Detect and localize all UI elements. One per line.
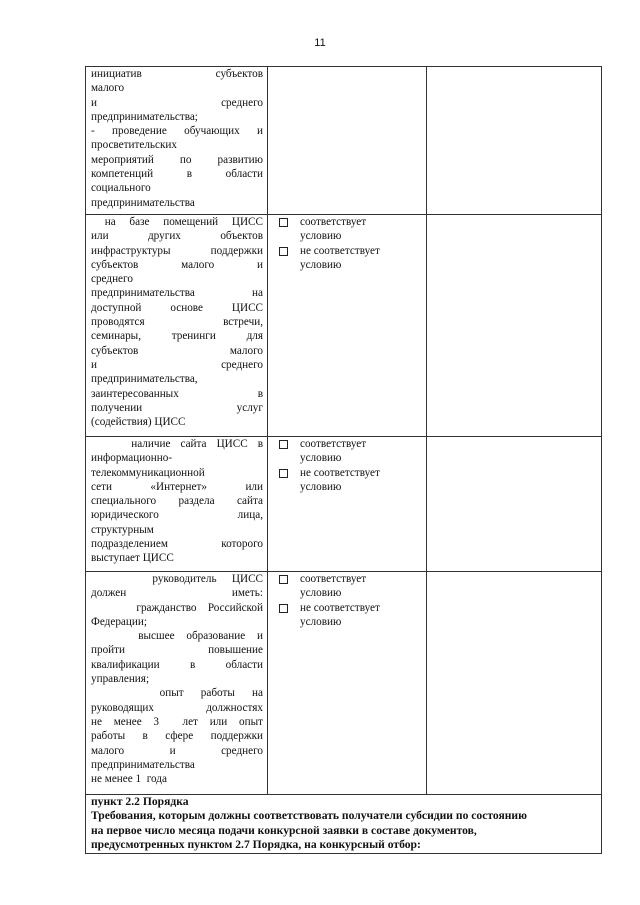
checkbox-icon[interactable] bbox=[279, 469, 288, 478]
checkbox-icon[interactable] bbox=[279, 440, 288, 449]
criterion-line: руководящих должностях bbox=[91, 701, 263, 714]
checkbox-icon[interactable] bbox=[279, 575, 288, 584]
criterion-line: предпринимательства; bbox=[91, 110, 198, 123]
criterion-line: опыт работы на bbox=[91, 687, 263, 700]
section-reference: пункт 2.2 Порядка bbox=[91, 795, 189, 808]
criterion-line: руководитель ЦИСС bbox=[91, 573, 263, 585]
criterion-line: предпринимательства bbox=[91, 758, 195, 771]
criterion-line: получении услуг bbox=[91, 401, 263, 414]
compliance-cell bbox=[268, 437, 427, 572]
criterion-line: пройти повышение bbox=[91, 644, 263, 657]
criterion-line: наличие сайта ЦИСС в bbox=[91, 438, 263, 450]
criterion-line: заинтересованных в bbox=[91, 387, 263, 400]
criterion-line: или других объектов bbox=[91, 230, 263, 243]
option-label: не соответствует условию bbox=[300, 466, 380, 493]
notes-cell bbox=[427, 215, 602, 437]
criterion-line: просветительских bbox=[91, 139, 177, 152]
criterion-line: среднего bbox=[91, 273, 133, 286]
criterion-line: инициатив субъектов bbox=[91, 68, 263, 80]
criterion-line: и среднего bbox=[91, 358, 263, 371]
checkbox-icon[interactable] bbox=[279, 247, 288, 256]
criterion-line: семинары, тренинги для bbox=[91, 330, 263, 343]
table-row bbox=[86, 572, 602, 795]
criterion-line: предпринимательства, bbox=[91, 373, 198, 386]
criterion-line: гражданство Российской bbox=[91, 601, 263, 614]
criterion-line: (содействия) ЦИСС bbox=[91, 416, 186, 429]
criterion-cell bbox=[86, 67, 268, 215]
criterion-line: структурным bbox=[91, 523, 154, 536]
page-number: 11 bbox=[314, 37, 326, 49]
criterion-line: - проведение обучающих и bbox=[91, 125, 263, 138]
criterion-line: не менее 1 года bbox=[91, 773, 167, 786]
criterion-line: информационно- bbox=[91, 452, 173, 465]
criterion-cell bbox=[86, 572, 268, 795]
criterion-line: проводятся встречи, bbox=[91, 316, 263, 329]
compliance-cell bbox=[268, 572, 427, 795]
criterion-line: не менее 3 лет или опыт bbox=[91, 715, 263, 728]
criterion-line: субъектов малого bbox=[91, 344, 263, 357]
criterion-line: юридического лица, bbox=[91, 509, 263, 522]
table-row bbox=[86, 215, 602, 437]
option-not-complies[interactable] bbox=[279, 601, 422, 630]
option-complies[interactable] bbox=[279, 572, 422, 601]
criterion-line: специального раздела сайта bbox=[91, 495, 263, 508]
criterion-line: малого bbox=[91, 82, 125, 95]
table-row bbox=[86, 67, 602, 215]
criterion-line: выступает ЦИСС bbox=[91, 552, 174, 565]
table-row bbox=[86, 437, 602, 572]
criterion-line: телекоммуникационной bbox=[91, 466, 205, 479]
criterion-line: доступной основе ЦИСС bbox=[91, 301, 263, 314]
section-header-cell bbox=[86, 795, 602, 854]
criterion-line: Федерации; bbox=[91, 615, 147, 628]
criterion-line: на базе помещений ЦИСС bbox=[91, 216, 263, 228]
criterion-line: предпринимательства на bbox=[91, 287, 263, 300]
option-not-complies[interactable] bbox=[279, 466, 422, 495]
checkbox-icon[interactable] bbox=[279, 218, 288, 227]
criterion-line: подразделением которого bbox=[91, 538, 263, 551]
criterion-line: управления; bbox=[91, 673, 150, 686]
criteria-table bbox=[85, 66, 602, 854]
criterion-line: компетенций в области bbox=[91, 168, 263, 181]
option-complies[interactable] bbox=[279, 437, 422, 466]
criterion-line: и среднего bbox=[91, 96, 263, 109]
requirements-text-line: на первое число месяца подачи конкурсной заявки в составе документов, bbox=[91, 823, 477, 837]
option-label: соответствует условию bbox=[300, 573, 367, 600]
section-header-row bbox=[86, 795, 602, 854]
notes-cell bbox=[427, 572, 602, 795]
criterion-line: квалификации в области bbox=[91, 658, 263, 671]
criterion-line: малого и среднего bbox=[91, 744, 263, 757]
criterion-cell bbox=[86, 437, 268, 572]
criterion-line: мероприятий по развитию bbox=[91, 153, 263, 166]
criterion-cell bbox=[86, 215, 268, 437]
requirements-text-line: Требования, которым должны соответствовать получатели субсидии по состоянию bbox=[91, 809, 527, 823]
criterion-line: субъектов малого и bbox=[91, 258, 263, 271]
option-label: соответствует условию bbox=[300, 216, 367, 243]
checkbox-icon[interactable] bbox=[279, 604, 288, 613]
requirements-text-line: предусмотренных пунктом 2.7 Порядка, на конкурсный отбор: bbox=[91, 838, 421, 852]
option-label: не соответствует условию bbox=[300, 244, 380, 271]
option-not-complies[interactable] bbox=[279, 244, 422, 273]
criterion-line: должен иметь: bbox=[91, 587, 263, 600]
notes-cell bbox=[427, 67, 602, 215]
option-complies[interactable] bbox=[279, 215, 422, 244]
criterion-line: инфраструктуры поддержки bbox=[91, 244, 263, 257]
criterion-line: высшее образование и bbox=[91, 630, 263, 643]
notes-cell bbox=[427, 437, 602, 572]
option-label: не соответствует условию bbox=[300, 601, 380, 628]
compliance-cell bbox=[268, 215, 427, 437]
option-label: соответствует условию bbox=[300, 438, 367, 465]
compliance-cell bbox=[268, 67, 427, 215]
criterion-line: предпринимательства bbox=[91, 196, 195, 209]
criterion-line: сети «Интернет» или bbox=[91, 480, 263, 493]
criterion-line: социального bbox=[91, 182, 151, 195]
criterion-line: работы в сфере поддержки bbox=[91, 730, 263, 743]
